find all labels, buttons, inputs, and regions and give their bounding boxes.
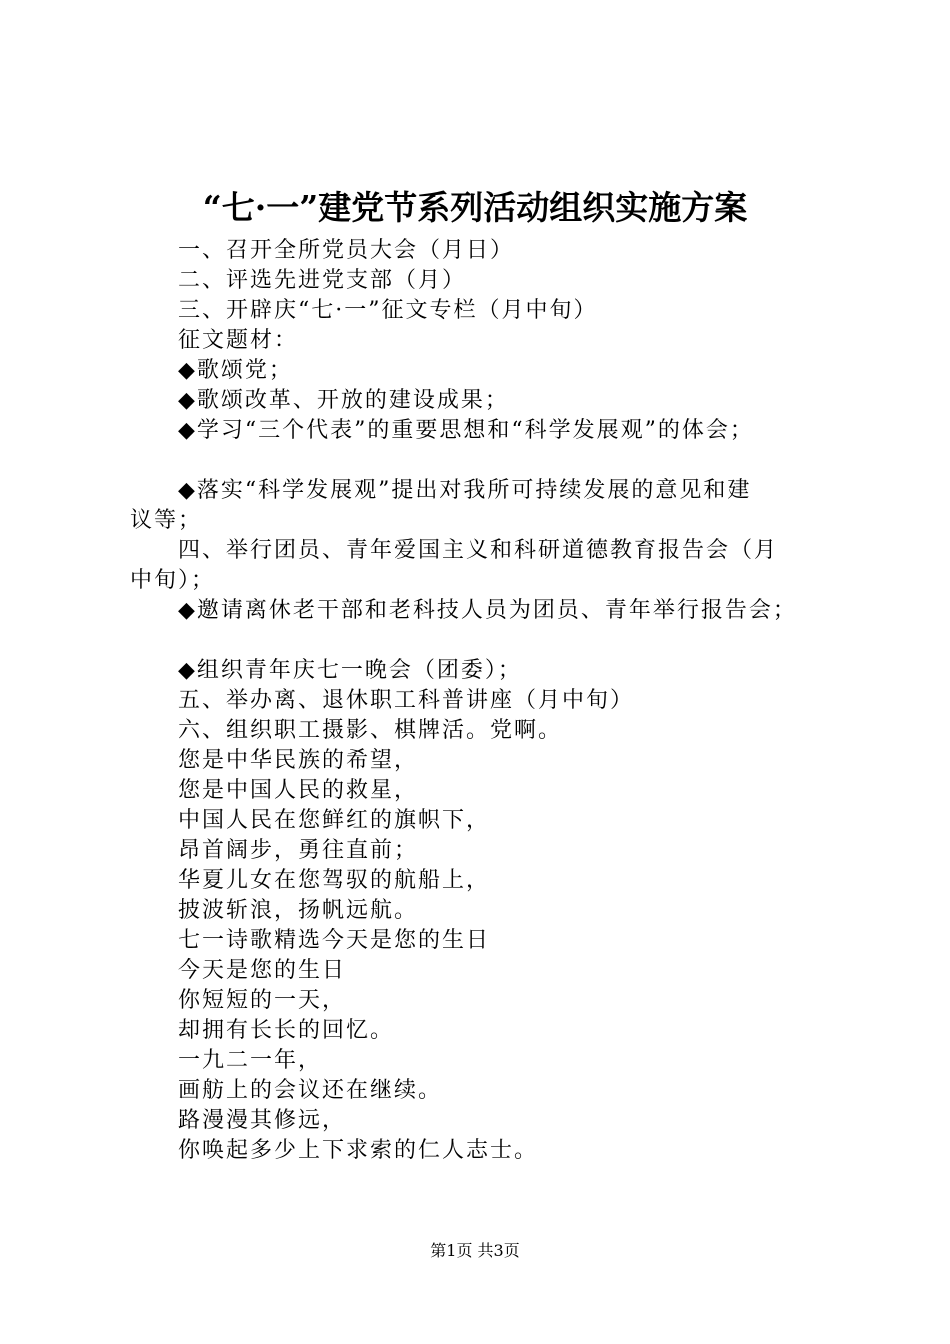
section-heading-4-continuation: 中旬）； (130, 568, 216, 593)
poem-line: 中国人民在您鲜红的旗帜下， (178, 808, 491, 833)
poem-line: 路漫漫其修远， (178, 1108, 347, 1133)
poem-line: 七一诗歌精选今天是您的生日 (178, 928, 491, 953)
section-heading-5: 五、举办离、退休职工科普讲座（月中旬） (178, 688, 635, 713)
section-heading-3: 三、开辟庆“七·一”征文专栏（月中旬） (178, 298, 598, 323)
poem-line: 却拥有长长的回忆。 (178, 1018, 395, 1043)
section-heading-6: 六、组织职工摄影、棋牌活。党啊。 (178, 718, 563, 743)
poem-line: 您是中华民族的希望， (178, 748, 419, 773)
bullet-item: ◆邀请离休老干部和老科技人员为团员、青年举行报告会； (178, 598, 797, 623)
poem-line: 你短短的一天， (178, 988, 347, 1013)
poem-line: 您是中国人民的救星， (178, 778, 419, 803)
bullet-item-continuation: 议等； (130, 508, 203, 533)
section-heading-1: 一、召开全所党员大会（月日） (178, 238, 515, 263)
poem-line: 一九二一年， (178, 1048, 323, 1073)
bullet-item: ◆学习“三个代表”的重要思想和“科学发展观”的体会； (178, 418, 754, 443)
bullet-item: ◆歌颂党； (178, 358, 293, 383)
poem-line: 华夏儿女在您驾驭的航船上， (178, 868, 491, 893)
bullet-item: ◆落实“科学发展观”提出对我所可持续发展的意见和建 (178, 478, 752, 503)
bullet-item: ◆歌颂改革、开放的建设成果； (178, 388, 509, 413)
section-heading-2: 二、评选先进党支部（月） (178, 268, 467, 293)
blank-line (130, 446, 850, 476)
document-body (130, 236, 850, 1166)
blank-line (130, 626, 850, 656)
bullet-item: ◆组织青年庆七一晚会（团委）； (178, 658, 522, 683)
poem-line: 今天是您的生日 (178, 958, 347, 983)
section-heading-4: 四、举行团员、青年爱国主义和科研道德教育报告会（月 (178, 538, 779, 563)
poem-line: 画舫上的会议还在继续。 (178, 1078, 443, 1103)
poem-line: 昂首阔步，勇往直前； (178, 838, 419, 863)
essay-topics-label: 征文题材： (178, 328, 299, 353)
page-indicator: 第1页 共3页 (430, 1241, 520, 1260)
poem-line: 你唤起多少上下求索的仁人志士。 (178, 1138, 539, 1163)
poem-line: 披波斩浪，扬帆远航。 (178, 898, 419, 923)
document-title: “七·一”建党节系列活动组织实施方案 (202, 188, 748, 227)
